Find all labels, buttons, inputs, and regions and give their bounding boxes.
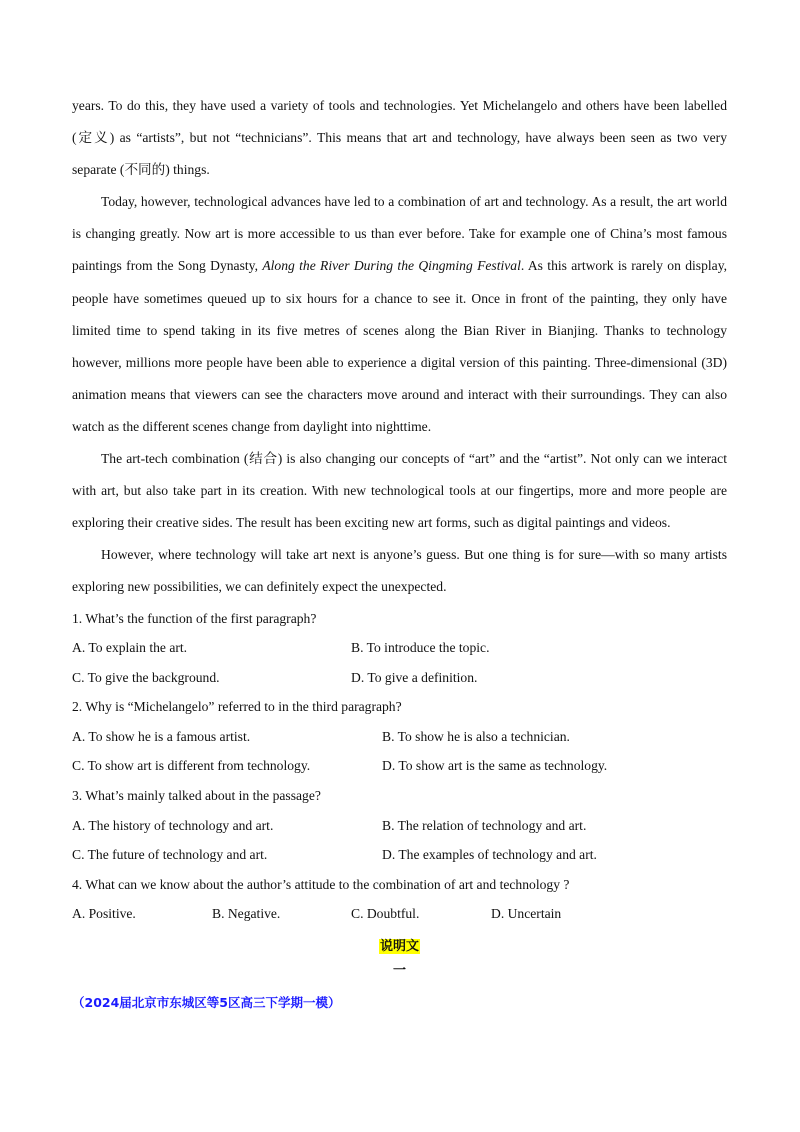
question-4: 4. What can we know about the author’s attitude to the combination of art and technology ?: [72, 876, 570, 892]
paragraph-2: [72, 186, 727, 443]
question-1-options-row-1: [72, 633, 727, 663]
question-1-option-a: A. To explain the art.: [72, 640, 188, 656]
painting-title: Along the River During the Qingming Festival: [262, 258, 521, 274]
question-1-option-d: D. To give a definition.: [351, 669, 478, 685]
section-number: 一: [392, 963, 406, 979]
question-2-option-c: C. To show art is different from technology.: [72, 758, 311, 774]
question-2: 2. Why is “Michelangelo” referred to in the third paragraph?: [72, 699, 402, 715]
question-2-options-row-1: [72, 722, 727, 752]
question-3-option-c: C. The future of technology and art.: [72, 847, 268, 863]
paragraph-3: The art-tech combination (结合) is also changing our concepts of “art” and the “artist”. Not only can we interact with art, but also take part in its creation. With new technological tools at our fingertips, more and more people are exploring their creative sides. The result has been exciting new art forms, such as digital paintings and videos.: [72, 451, 727, 531]
question-3-option-d: D. The examples of technology and art.: [382, 847, 597, 863]
question-1: 1. What’s the function of the first paragraph?: [72, 610, 317, 626]
question-1-option-c: C. To give the background.: [72, 669, 220, 685]
question-2-option-d: D. To show art is the same as technology.: [382, 758, 608, 774]
paragraph-1: years. To do this, they have used a variety of tools and technologies. Yet Michelangelo and others have been labelled (定义) as “artists”, but not “technicians”. This means that art and technology, have always been seen as two very separate (不同的) things.: [72, 98, 727, 178]
exam-source: （2024届北京市东城区等5区高三下学期一模）: [72, 995, 341, 1011]
document-page: [72, 90, 727, 1013]
paragraph-2-before: Today, however, technological advances have led to a combination of art and technology. As a result, the art world is changing greatly. Now art is more accessible to us than ever before. Take for example one of China’s most famous paintings from the Song Dynasty,: [72, 194, 727, 274]
question-3-option-a: A. The history of technology and art.: [72, 817, 274, 833]
paragraph-4: However, where technology will take art next is anyone’s guess. But one thing is for sure—with so many artists exploring new possibilities, we can definitely expect the unexpected.: [72, 547, 727, 595]
question-2-option-b: B. To show he is also a technician.: [382, 728, 570, 744]
question-3: 3. What’s mainly talked about in the passage?: [72, 788, 321, 804]
question-4-options-row: [72, 899, 727, 929]
question-1-options-row-2: [72, 663, 727, 693]
question-3-options-row-1: [72, 811, 727, 841]
question-3-option-b: B. The relation of technology and art.: [382, 817, 587, 833]
question-3-options-row-2: [72, 840, 727, 870]
paragraph-2-after: . As this artwork is rarely on display, people have sometimes queued up to six hours for a chance to see it. Once in front of the painting, they only have limited time to spend taking in its five metres of scenes along the Bian River in Bianjing. Thanks to technology however, millions more people have been able to experience a digital version of this painting. Three-dimensional (3D) animation means that viewers can see the characters move around and interact with their surroundings. They can also watch as the different scenes change from daylight into nighttime.: [72, 258, 728, 434]
question-4-option-b: B. Negative.: [212, 906, 281, 922]
question-2-option-a: A. To show he is a famous artist.: [72, 728, 251, 744]
question-2-options-row-2: [72, 751, 727, 781]
question-4-option-c: C. Doubtful.: [351, 906, 420, 922]
question-1-option-b: B. To introduce the topic.: [351, 640, 490, 656]
section-title-highlight: 说明文: [379, 939, 419, 955]
question-4-option-a: A. Positive.: [72, 906, 136, 922]
section-title: [72, 937, 727, 957]
question-4-option-d: D. Uncertain: [491, 906, 562, 922]
